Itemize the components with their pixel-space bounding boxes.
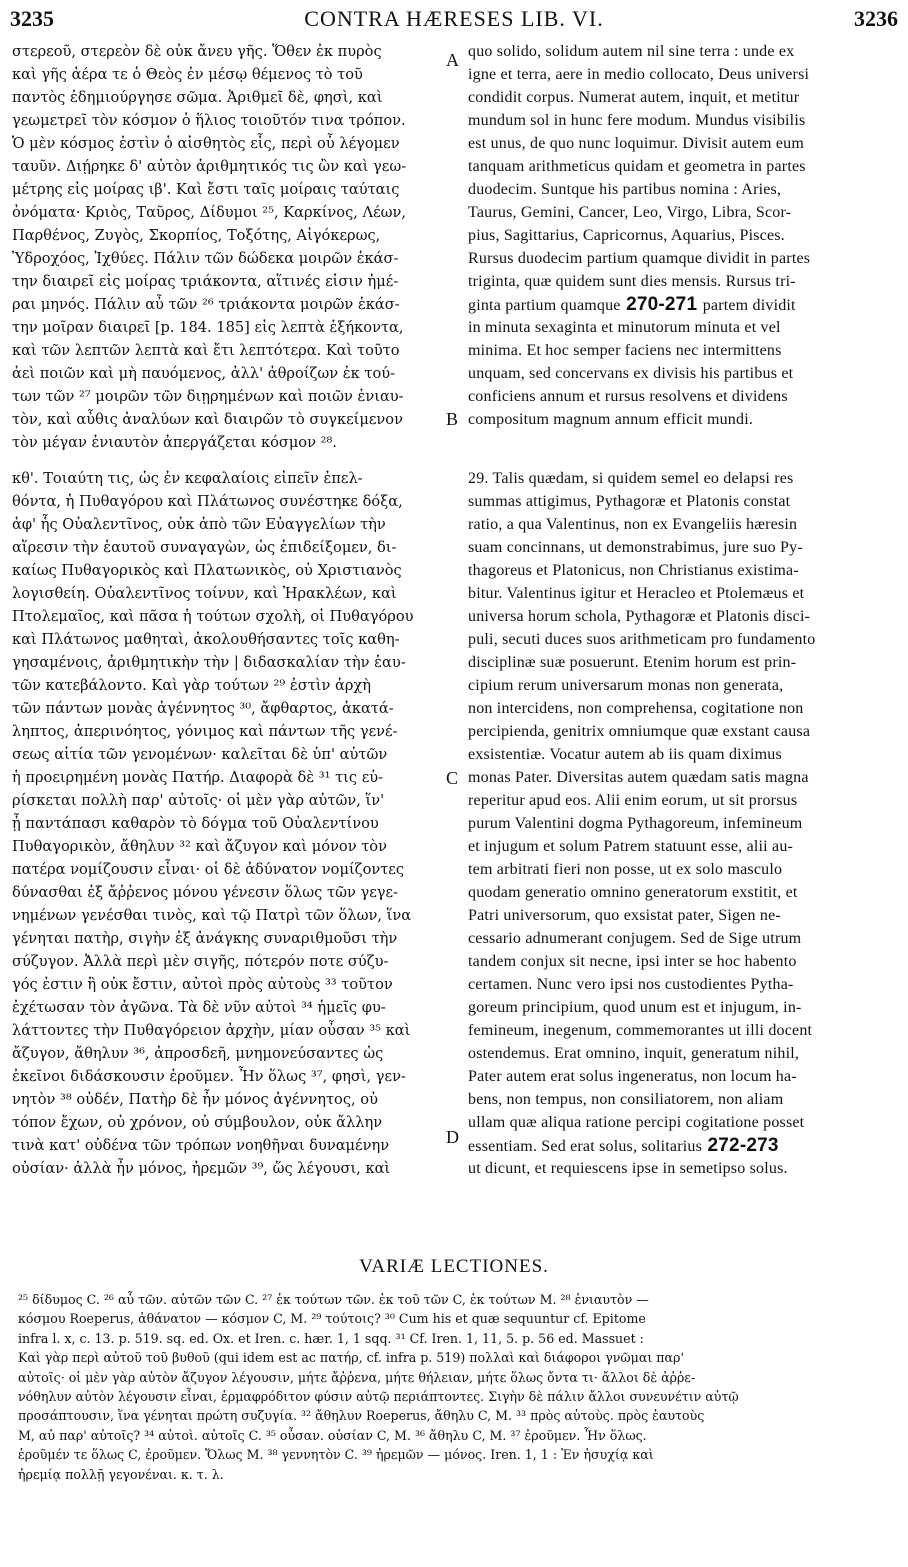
- greek-text-line: κθ'. Τοιαύτη τις, ὡς ἐν κεφαλαίοις εἰπεῖν ἐπελ-: [12, 470, 363, 487]
- latin-text-line: essentiam. Sed erat solus, solitarius 272-273: [468, 1135, 779, 1156]
- greek-text-line: καὶ Πλάτωνος μαθηταὶ, ἀκολουθήσαντες τοῖς καθη-: [12, 631, 400, 648]
- right-page-number: 3236: [854, 6, 898, 31]
- greek-text-line: παντὸς ἐδημιούργησε σῶμα. Ἀριθμεῖ δὲ, φησὶ, καὶ: [12, 89, 383, 106]
- latin-text-line: ostendemus. Erat omnino, inquit, generatum nihil,: [468, 1045, 800, 1062]
- latin-text-line: Pater autem erat solus ingeneratus, non locum ha-: [468, 1068, 797, 1085]
- latin-text-line: Rursus duodecim partium quamque dividit in partes: [468, 250, 811, 267]
- latin-text-line: goreum principium, quod unum est et injugum, in-: [468, 999, 802, 1016]
- greek-text-line: Παρθένος, Ζυγὸς, Σκορπίος, Τοξότης, Αἰγόκερως,: [12, 227, 381, 244]
- latin-text-line: ut dicunt, et requiescens ipse in semetipso solus.: [468, 1160, 788, 1177]
- margin-letter-b: B: [446, 409, 459, 429]
- latin-text-line: suam concinnans, ut demonstrabimus, jure suo Py-: [468, 539, 803, 556]
- latin-text-line: summas attigimus, Pythagoræ et Platonis constat: [468, 493, 791, 510]
- greek-text-line: τινὰ κατ' οὐδένα τῶν τρόπων νοηθῆναι δυναμένην: [12, 1137, 390, 1154]
- greek-text-line: Πτολεμαῖος, καὶ πᾶσα ἡ τούτων σχολὴ, οἱ Πυθαγόρου: [12, 608, 414, 625]
- latin-text-line: conficiens annum et rursus resolvens et dividens: [468, 388, 788, 405]
- greek-text-line: γένηται πατὴρ, σιγὴν ἐξ ἀνάγκης συναριθμοῦσι τὴν: [12, 930, 398, 947]
- latin-text-line: pius, Sagittarius, Capricornus, Aquarius, Pisces.: [468, 227, 785, 244]
- greek-text-line: ἐχέτωσαν τὸν ἀγῶνα. Τὰ δὲ νῦν αὐτοὶ ³⁴ ἡμεῖς φυ-: [12, 999, 386, 1016]
- greek-text-line: τῶν πάντων μονὰς ἀγέννητος ³⁰, ἄφθαρτος, ἀκατά-: [12, 700, 394, 717]
- variae-lectiones-notes: [18, 1290, 892, 1484]
- latin-text-line: monas Pater. Diversitas autem quædam satis magna: [468, 769, 809, 786]
- latin-text-line: tanquam arithmeticus quidam et geometra in partes: [468, 158, 806, 175]
- latin-text-line: non intercidens, non comprehensa, cogitatione non: [468, 700, 804, 717]
- greek-text-line: γεωμετρεῖ τὸν κόσμον ὁ ἥλιος τοιοῦτόν τινα τρόπον.: [12, 112, 406, 129]
- variant-note-line: προσάπτουσιν, ἵνα γένηται πρώτη συζυγία. ³² ἄθηλυν Roeperus, ἄθηλυ C, M. ³³ πρὸς αὐτοὺς. πρὸς ἑαυτοὺς: [18, 1408, 705, 1424]
- latin-text-line: purum Valentini dogma Pythagoreum, infemineum: [468, 815, 803, 832]
- greek-text-line: την διαιρεῖ εἰς μοίρας τριάκοντα, αἵτινές εἰσιν ἡμέ-: [12, 273, 399, 290]
- greek-text-line: δύνασθαι ἐξ ἄῤῥενος μόνου γένεσιν ὅλως τῶν γεγε-: [12, 884, 398, 901]
- margin-letter-a: A: [446, 50, 459, 70]
- greek-text-line: ρίσκεται πολλὴ παρ' αὐτοῖς· οἱ μὲν γὰρ αὐτῶν, ἵν': [12, 792, 385, 809]
- latin-text-line: minima. Et hoc semper faciens nec intermittens: [468, 342, 782, 359]
- greek-text-line: την μοῖραν διαιρεῖ [p. 184. 185] εἰς λεπτὰ ἑξήκοντα,: [12, 319, 404, 336]
- greek-text-line: πατέρα νομίζουσιν εἶναι· οἱ δὲ ἀδύνατον νομίζοντες: [12, 861, 405, 878]
- greek-text-line: ἐκεῖνοι διδάσκουσιν ἐροῦμεν. Ἦν ὅλως ³⁷, φησὶ, γεν-: [12, 1068, 406, 1085]
- greek-text-line: στερεοῦ, στερεὸν δὲ οὐκ ἄνευ γῆς. Ὅθεν ἐκ πυρὸς: [12, 43, 382, 60]
- variant-note-line: αὐτοῖς· οἱ μὲν γὰρ αὐτὸν ἄζυγον λέγουσιν, μήτε ἄῤῥενα, μήτε θήλειαν, μήτε ὅλως ὄντα τι· ἄλλοι δὲ ἀῤῥε-: [18, 1369, 696, 1385]
- latin-text-line: certamen. Nunc vero ipsi nos custodientes Pytha-: [468, 976, 794, 993]
- latin-text-line: unquam, sed concervans ex divisis his partibus et: [468, 365, 794, 382]
- greek-text-line: τὸν μέγαν ἐνιαυτὸν ἀπεργάζεται κόσμον ²⁸.: [12, 434, 337, 451]
- latin-text-line: universa horum schola, Pythagoræ et Platonis disci-: [468, 608, 811, 625]
- greek-text-line: ραι μηνός. Πάλιν αὖ τῶν ²⁶ τριάκοντα μοιρῶν ἑκάσ-: [12, 296, 400, 313]
- greek-text-line: καὶ τῶν λεπτῶν λεπτὰ καὶ ἔτι λεπτότερα. Καὶ τοῦτο: [12, 342, 400, 359]
- latin-text-line: quodam generatio omnino generatorum exstitit, et: [468, 884, 798, 901]
- variant-note-line: ἠρεμίᾳ πολλῇ γεγονέναι. κ. τ. λ.: [18, 1466, 224, 1482]
- margin-letter-d: D: [446, 1127, 459, 1147]
- paragraph-gap: [468, 431, 892, 467]
- greek-column: [12, 40, 444, 1180]
- greek-text-line: σύζυγον. Ἀλλὰ περὶ μὲν σιγῆς, πότερόν ποτε σύζυ-: [12, 953, 389, 970]
- inline-page-reference: 270-271: [620, 294, 703, 315]
- variant-note-line: M, αὐ παρ' αὐτοῖς? ³⁴ αὐτοὶ. αὐτοῖς C. ³⁵ οὖσαν. οὐσίαν C, M. ³⁶ ἄθηλυ C, M. ³⁷ ἐροῦμεν. Ἦν ὅλως.: [18, 1427, 647, 1443]
- latin-text-line: mundum sol in hunc fere modum. Mundus visibilis: [468, 112, 806, 129]
- inline-page-reference: 272-273: [702, 1135, 779, 1156]
- variant-note-line: infra l. x, c. 13. p. 519. sq. ed. Ox. et Iren. c. hær. 1, 1 sqq. ³¹ Cf. Iren. 1, 11, 5. p. 56 ed. Massuet :: [18, 1330, 644, 1346]
- greek-text-line: αἵρεσιν τὴν ἑαυτοῦ συναγαγὼν, ὡς ἐπιδείξομεν, δι-: [12, 539, 397, 556]
- latin-block-2: [468, 467, 892, 1180]
- latin-text-line: 29. Talis quædam, si quidem semel eo delapsi res: [468, 470, 794, 487]
- latin-text-line: Patri universorum, quo exsistat pater, Sigen ne-: [468, 907, 781, 924]
- latin-text-line: puli, secuti duces suos arithmeticam pro fundamento: [468, 631, 816, 648]
- greek-text-line: γός ἐστιν ἢ οὐκ ἔστιν, αὐτοὶ πρὸς αὐτοὺς ³³ τοῦτον: [12, 976, 393, 993]
- variant-note-line: Καὶ γὰρ περὶ αὐτοῦ τοῦ βυθοῦ (qui idem est ac πατήρ, cf. infra p. 519) πολλαὶ καὶ διάφοροι γνῶμαι παρ': [18, 1350, 684, 1366]
- latin-text-line: et injugum et solum Patrem statuunt esse, alii au-: [468, 838, 794, 855]
- greek-text-line: Ὁ μὲν κόσμος ἐστὶν ὁ αἰσθητὸς εἷς, περὶ οὗ λέγομεν: [12, 135, 400, 152]
- greek-text-line: ληπτος, ἀπερινόητος, γόνιμος καὶ πάντων τῆς γενέ-: [12, 723, 398, 740]
- latin-block-1: [468, 40, 892, 431]
- greek-text-line: καὶ γῆς ἀέρα τε ὁ Θεὸς ἐν μέσῳ θέμενος τὸ τοῦ: [12, 66, 363, 83]
- latin-text-line: thagoreus et Platonicus, non Christianus existima-: [468, 562, 799, 579]
- latin-text-line: ginta partium quamque 270-271 partem dividit: [468, 294, 796, 315]
- variant-note-line: ἐροῦμέν τε ὅλως C, ἐροῦμεν. Ὅλως M. ³⁸ γεννητὸν C. ³⁹ ἠρεμῶν — μόνος. Iren. 1, 1 : Ἐν ἡσυχίᾳ καὶ: [18, 1447, 654, 1463]
- greek-block-1: [12, 40, 444, 454]
- variant-note-line: ²⁵ δίδυμος C. ²⁶ αὖ τῶν. αὐτῶν τῶν C. ²⁷ ἐκ τούτων τῶν. ἐκ τοῦ τῶν C, ἐκ τούτων M. ²⁸ ἐνιαυτὸν —: [18, 1292, 649, 1307]
- latin-text-line: quo solido, solidum autem nil sine terra : unde ex: [468, 43, 795, 60]
- greek-text-line: ταυῦν. Διῄρηκε δ' αὐτὸν ἀριθμητικός τις ὢν καὶ γεω-: [12, 158, 407, 175]
- greek-block-2: [12, 467, 444, 1180]
- margin-letter-c: C: [446, 768, 459, 788]
- greek-text-line: νητὸν ³⁸ οὐδέν, Πατὴρ δὲ ἦν μόνος ἀγέννητος, οὐ: [12, 1091, 378, 1108]
- latin-text-line: in minuta sexaginta et minutorum minuta et vel: [468, 319, 781, 336]
- latin-text-line: est unus, de quo nunc loquimur. Divisit autem eum: [468, 135, 804, 152]
- latin-text-line: ratio, a qua Valentinus, non ex Evangeliis hæresin: [468, 516, 798, 533]
- latin-text-line: femineum, inegenum, commemorantes ut illi docent: [468, 1022, 813, 1039]
- greek-text-line: τῶν κατεβάλοντο. Καὶ γὰρ τούτων ²⁹ ἐστὶν ἀρχὴ: [12, 677, 372, 694]
- latin-text-line: Taurus, Gemini, Cancer, Leo, Virgo, Libra, Scor-: [468, 204, 792, 221]
- greek-text-line: ἀφ' ἧς Οὐαλεντῖνος, οὐκ ἀπὸ τῶν Εὐαγγελίων τὴν: [12, 516, 386, 533]
- greek-text-line: οὐσίαν· ἀλλὰ ἦν μόνος, ἠρεμῶν ³⁹, ὥς λέγουσι, καὶ: [12, 1160, 391, 1177]
- greek-text-line: Ὑδροχόος, Ἰχθύες. Πάλιν τῶν δώδεκα μοιρῶν ἑκάσ-: [12, 250, 399, 267]
- greek-text-line: λάττοντες τὴν Πυθαγόρειον ἀρχὴν, μίαν οὖσαν ³⁵ καὶ: [12, 1022, 411, 1039]
- greek-text-line: καίως Πυθαγορικὸς καὶ Πλατωνικὸς, οὐ Χριστιανὸς: [12, 562, 402, 579]
- latin-text-line: triginta, quæ quidem sunt dies mensis. Rursus tri-: [468, 273, 796, 290]
- latin-text-line: bitur. Valentinus igitur et Heracleo et Ptolemæus et: [468, 585, 805, 602]
- variae-lectiones-title: VARIÆ LECTIONES.: [359, 1256, 549, 1277]
- latin-text-line: reperitur apud eos. Alii enim eorum, ut sit prorsus: [468, 792, 798, 809]
- latin-text-line: exsistentiæ. Vocatur autem ab iis quam diximus: [468, 746, 782, 763]
- latin-text-line: disciplinæ suæ posuerunt. Etenim horum est prin-: [468, 654, 797, 671]
- latin-text-fragment: partem dividit: [702, 297, 796, 314]
- latin-text-line: ullam quæ aliqua ratione percipi cogitatione posset: [468, 1114, 805, 1131]
- greek-text-line: των τῶν ²⁷ μοιρῶν τῶν διῃρημένων καὶ ποιῶν ἐνιαυ-: [12, 388, 404, 405]
- latin-text-line: cessario adnumerant conjugem. Sed de Sige utrum: [468, 930, 802, 947]
- latin-text-line: percipienda, genitrix omniumque quæ exstant causa: [468, 723, 811, 740]
- greek-text-line: ἡ προειρημένη μονὰς Πατήρ. Διαφορὰ δὲ ³¹ τις εὑ-: [12, 769, 384, 786]
- greek-text-line: ἄζυγον, ἄθηλυν ³⁶, ἀπροσδεῆ, μνημονεύσαντες ὡς: [12, 1045, 384, 1062]
- latin-text-line: tandem conjux sit necne, ipsi inter se hoc habento: [468, 953, 797, 970]
- greek-text-line: θόντα, ἡ Πυθαγόρου καὶ Πλάτωνος συνέστηκε δόξα,: [12, 493, 403, 510]
- greek-text-line: ἀεὶ ποιῶν καὶ μὴ παυόμενος, ἀλλ' ἀθροίζων ἐκ τού-: [12, 365, 396, 382]
- greek-text-line: ᾖ παντάπασι καθαρὸν τὸ δόγμα τοῦ Οὐαλεντίνου: [12, 815, 379, 832]
- greek-text-line: τὸν, καὶ αὖθις ἀναλύων καὶ διαιρῶν τὸ συγκείμενον: [12, 411, 403, 428]
- greek-text-line: σεως αἰτία τῶν γενομένων· καλεῖται δὲ ὑπ' αὐτῶν: [12, 746, 388, 763]
- latin-column: [468, 40, 892, 1180]
- greek-text-line: νημένων γενέσθαι τινὸς, καὶ τῷ Πατρὶ τῶν ὅλων, ἵνα: [12, 907, 412, 924]
- greek-text-line: μέτρης εἰς μοίρας ιβ'. Καὶ ἔστι ταῖς μοίραις ταύταις: [12, 181, 400, 198]
- greek-text-line: γησαμένοις, ἀριθμητικὴν τὴν | διδασκαλίαν τὴν ἑαυ-: [12, 654, 406, 671]
- variant-note-line: κόσμου Roeperus, ἀθάνατον — κόσμον C, M. ²⁹ τούτοις? ³⁰ Cum his et quæ sequuntur cf. Epitome: [18, 1311, 646, 1327]
- greek-text-line: ὀνόματα· Κριὸς, Ταῦρος, Δίδυμοι ²⁵, Καρκίνος, Λέων,: [12, 204, 407, 221]
- latin-text-line: igne et terra, aere in medio collocato, Deus universi: [468, 66, 810, 83]
- running-title: CONTRA HÆRESES LIB. VI.: [304, 6, 604, 31]
- greek-text-line: Πυθαγορικὸν, ἄθηλυν ³² καὶ ἄζυγον καὶ μόνον τὸν: [12, 838, 387, 855]
- greek-text-line: λογισθείη. Οὐαλεντῖνος τοίνυν, καὶ Ἡρακλέων, καὶ: [12, 585, 397, 602]
- paragraph-gap: [12, 454, 444, 467]
- left-page-number: 3235: [10, 6, 54, 31]
- latin-text-line: cipium rerum universarum monas non generata,: [468, 677, 784, 694]
- variant-note-line: νόθηλυν αὐτὸν λέγουσιν εἶναι, ἑρμαφρόδιτον φύσιν αὐτῷ περιάπτοντες. Σιγὴν δὲ πάλιν ἄλλοι συνευνέτιν αὐτῷ: [18, 1388, 739, 1404]
- latin-text-line: bens, non tempus, non consiliatorem, non aliam: [468, 1091, 784, 1108]
- latin-text-line: duodecim. Suntque his partibus nomina : Aries,: [468, 181, 782, 198]
- running-header: [10, 4, 898, 38]
- latin-text-line: tem arbitrati fieri non posse, ut ex solo masculo: [468, 861, 783, 878]
- greek-text-line: τόπον ἔχων, οὐ χρόνον, οὐ σύμβουλον, οὐκ ἄλλην: [12, 1114, 383, 1131]
- latin-text-line: compositum magnum annum efficit mundi.: [468, 411, 754, 428]
- latin-text-line: condidit corpus. Numerat autem, inquit, et metitur: [468, 89, 800, 106]
